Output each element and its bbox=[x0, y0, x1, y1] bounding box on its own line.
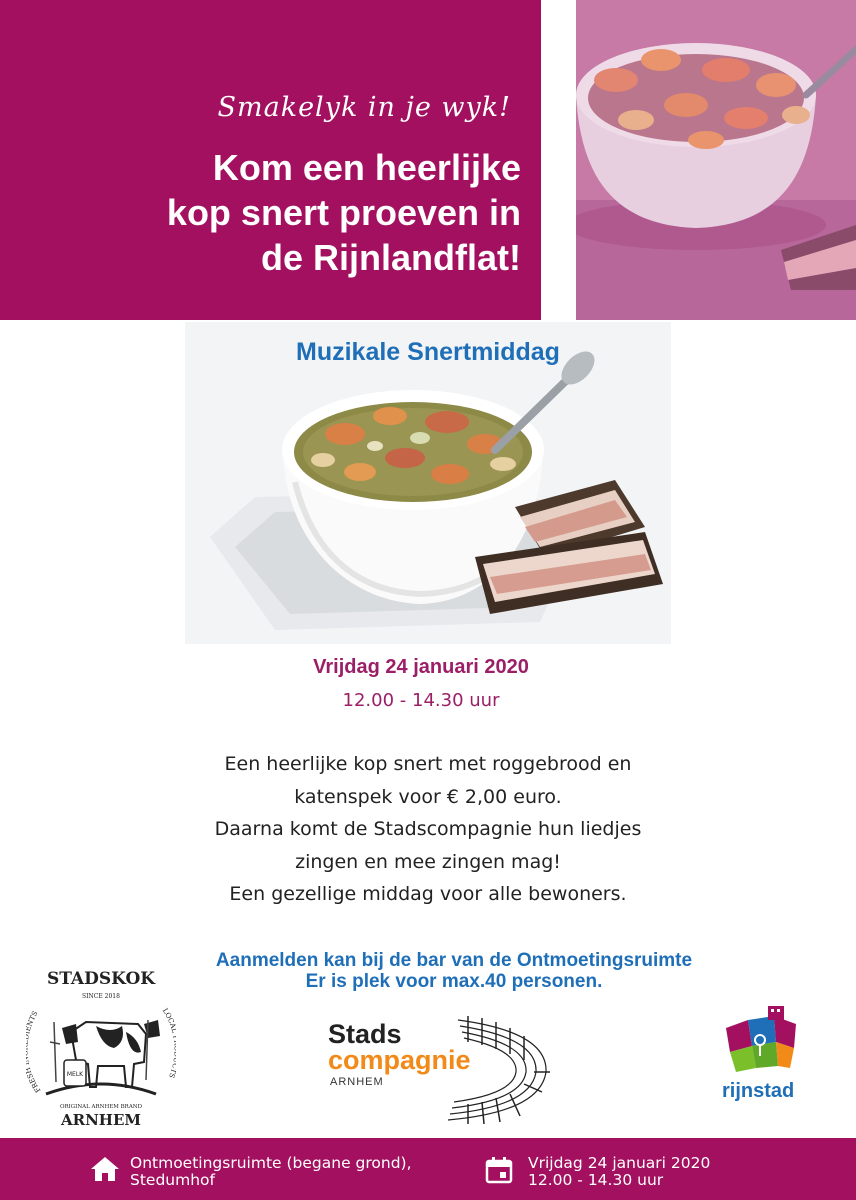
description-line: Daarna komt de Stadscompagnie hun liedjes bbox=[214, 818, 642, 840]
footer-location-line: Stedumhof bbox=[130, 1171, 215, 1189]
calendar-icon bbox=[485, 1156, 513, 1184]
headline-line: de Rijnlandflat! bbox=[261, 237, 521, 278]
headline-line: Kom een heerlijke bbox=[212, 147, 521, 188]
soup-bowl-illustration bbox=[185, 322, 671, 644]
milk-jug-icon bbox=[64, 1060, 86, 1086]
header-headline bbox=[41, 145, 521, 280]
stadskok-top-text: STADSKOK bbox=[46, 969, 156, 989]
description-line: zingen en mee zingen mag! bbox=[295, 850, 561, 873]
header-gap bbox=[541, 0, 576, 320]
header-soup-photo bbox=[576, 0, 856, 320]
stadskok-logo bbox=[26, 962, 176, 1130]
event-date: Vrijdag 24 januari 2020 bbox=[313, 656, 529, 678]
soup-photo bbox=[185, 322, 671, 644]
rijnstad-logo-mark bbox=[722, 1006, 802, 1076]
footer-datetime bbox=[528, 1155, 710, 1189]
stadscompagnie-compagnie: compagnie bbox=[328, 1045, 471, 1075]
stadskok-logo-mark bbox=[26, 962, 176, 1130]
header-soup-illustration bbox=[576, 0, 856, 320]
description-line: Een heerlijke kop snert met roggebrood en bbox=[224, 753, 632, 775]
stadscompagnie-arnhem: ARNHEM bbox=[330, 1076, 384, 1088]
headline-line: kop snert proeven in bbox=[166, 192, 521, 233]
description-line: katenspek voor € 2,00 euro. bbox=[294, 785, 562, 808]
stadskok-bottom-text: ARNHEM bbox=[60, 1111, 142, 1129]
milk-jug-label: MELK bbox=[66, 1071, 84, 1078]
event-title: Muzikale Snertmiddag bbox=[296, 338, 560, 366]
stadscompagnie-stads: Stads bbox=[328, 1019, 402, 1049]
signup-line: Er is plek voor max.40 personen. bbox=[305, 971, 603, 992]
stadskok-since-text: SINCE 2018 bbox=[82, 993, 120, 1000]
stadskok-left-arc-text: FRES NTS bbox=[26, 1009, 43, 1094]
cow-icon bbox=[46, 1020, 160, 1094]
footer-location bbox=[130, 1155, 412, 1189]
event-description bbox=[0, 748, 856, 911]
footer-location-line: Ontmoetingsruimte (begane grond), bbox=[130, 1154, 412, 1172]
signup-line: Aanmelden kan bij de bar van de Ontmoetingsruimte bbox=[215, 950, 693, 971]
home-icon bbox=[90, 1156, 120, 1182]
event-time: 12.00 - 14.30 uur bbox=[342, 690, 500, 711]
rijnstad-name: rijnstad bbox=[722, 1080, 795, 1102]
description-line: Een gezellige middag voor alle bewoners. bbox=[229, 883, 627, 905]
header-tagline: Smakelyk in je wyk! bbox=[217, 92, 511, 123]
footer-bar bbox=[0, 1138, 856, 1200]
stadskok-right-arc-text: LOC S bbox=[160, 1006, 176, 1080]
rijnstad-logo bbox=[722, 1006, 802, 1076]
stadskok-brand-text: ORIGINAL ARNHEM BRAND bbox=[59, 1104, 143, 1110]
footer-time-line: 12.00 - 14.30 uur bbox=[528, 1171, 664, 1189]
footer-date-line: Vrijdag 24 januari 2020 bbox=[528, 1154, 711, 1172]
